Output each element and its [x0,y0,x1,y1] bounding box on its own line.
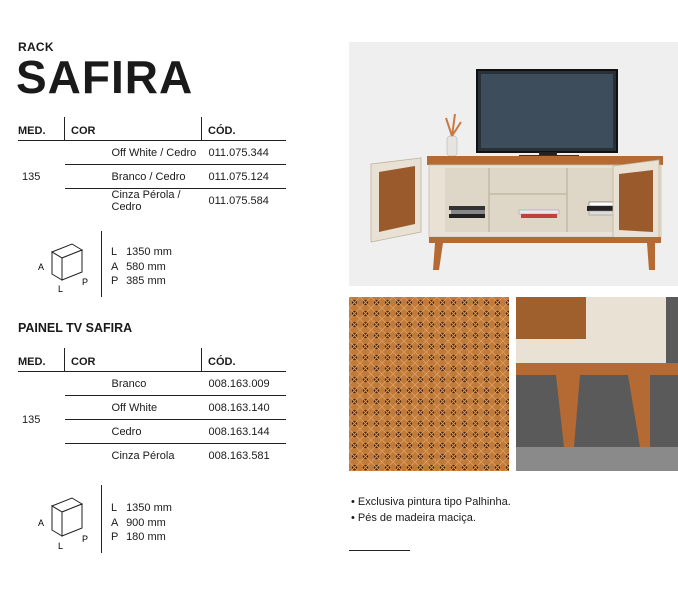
header-cor: COR [65,348,202,372]
color-cell: Branco / Cedro [65,165,202,189]
header-cor: COR [65,117,202,141]
leg-detail-photo [516,297,678,471]
tv-icon [477,70,617,158]
code-cell: 008.163.140 [202,396,287,420]
axis-label-l: L [58,284,64,294]
dimension-box-icon [36,492,96,552]
axis-label-a: A [38,518,45,528]
dim-depth: 385 mm [126,275,166,287]
header-cod: CÓD. [202,117,287,141]
header-med: MED. [18,348,65,372]
dim-key: A [111,516,119,529]
feature-list [351,494,511,526]
rack-dimensions [111,245,172,289]
table-row [18,372,286,396]
dim-key: A [111,260,119,273]
code-cell: 008.163.581 [208,449,270,462]
code-cell: 011.075.344 [202,141,287,165]
axis-label-p: P [82,534,89,544]
divider [349,550,410,551]
med-value: 135 [22,413,41,426]
divider [101,231,102,297]
dim-key: L [111,246,118,258]
list-item: • Exclusiva pintura tipo Palhinha. [351,496,511,508]
product-category: RACK [18,40,54,54]
header-med: MED. [18,117,65,141]
dim-length: 1350 mm [126,246,172,258]
color-cell: Cinza Pérola / Cedro [111,189,181,213]
dim-depth: 180 mm [126,531,166,543]
color-cell: Cedro [65,420,202,444]
dim-length: 1350 mm [126,502,172,514]
dimension-box-icon [36,240,96,296]
color-cell: Off White [65,396,202,420]
color-cell: Branco [65,372,202,396]
list-item: • Pés de madeira maciça. [351,512,476,524]
painel-spec-table [18,348,286,467]
code-cell: 011.075.124 [202,165,287,189]
code-cell: 011.075.584 [208,195,269,207]
dim-height: 900 mm [126,516,166,529]
table-row [18,141,286,165]
cane-texture-photo [349,297,509,471]
section-title: PAINEL TV SAFIRA [18,321,133,335]
axis-label-l: L [58,541,64,551]
color-cell: Cinza Pérola [111,449,175,462]
code-cell: 008.163.009 [202,372,287,396]
dim-key: P [111,531,119,543]
axis-label-p: P [82,277,89,287]
dim-height: 580 mm [126,260,166,273]
header-cod: CÓD. [202,348,287,372]
med-value: 135 [22,171,41,183]
color-cell: Off White / Cedro [65,141,202,165]
rack-spec-table [18,117,286,213]
product-photo [349,42,678,286]
dim-key: L [111,502,118,514]
dim-key: P [111,275,119,287]
divider [101,485,102,553]
axis-label-a: A [38,262,45,272]
code-cell: 008.163.144 [202,420,287,444]
painel-dimensions [111,501,172,545]
product-title: SAFIRA [16,51,194,103]
